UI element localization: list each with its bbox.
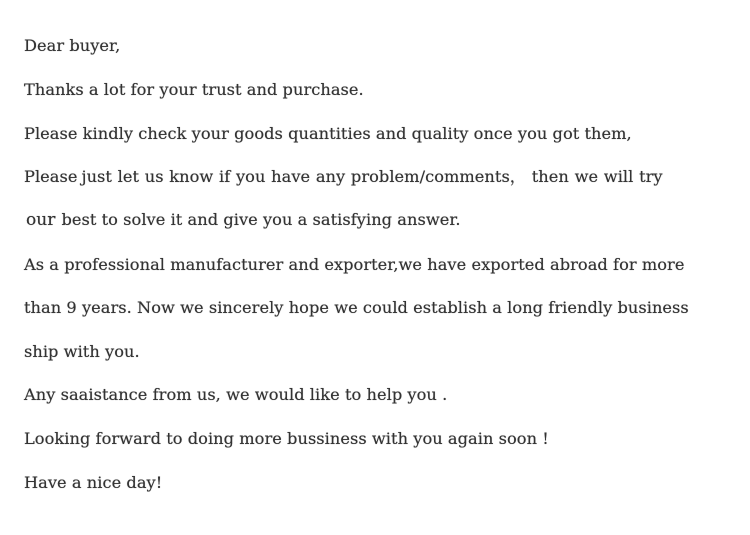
ship-line: ship with you. <box>24 342 140 361</box>
solve-line-rest: best to solve it and give you a satisfying answer. <box>61 210 461 229</box>
problem-line <box>24 167 663 187</box>
years-line: than 9 years. Now we sincerely hope we could establish a long friendly business <box>24 298 689 317</box>
looking-forward-line: Looking forward to doing more bussiness with you again soon ! <box>24 429 549 448</box>
greeting-line: Dear buyer, <box>24 36 121 55</box>
thanks-line: Thanks a lot for your trust and purchase. <box>24 80 364 99</box>
problem-line-lead: Please <box>24 167 78 186</box>
closing-line: Have a nice day! <box>24 473 163 492</box>
assistance-line: Any saaistance from us, we would like to help you . <box>24 385 448 404</box>
professional-line: As a professional manufacturer and exporter,we have exported abroad for more <box>24 255 685 274</box>
problem-line-rest: just let us know if you have any problem/comments， then we will try <box>81 167 663 186</box>
check-goods-line: Please kindly check your goods quantities and quality once you got them, <box>24 124 632 143</box>
solve-line-lead: our <box>26 210 56 230</box>
solve-line <box>26 210 461 230</box>
